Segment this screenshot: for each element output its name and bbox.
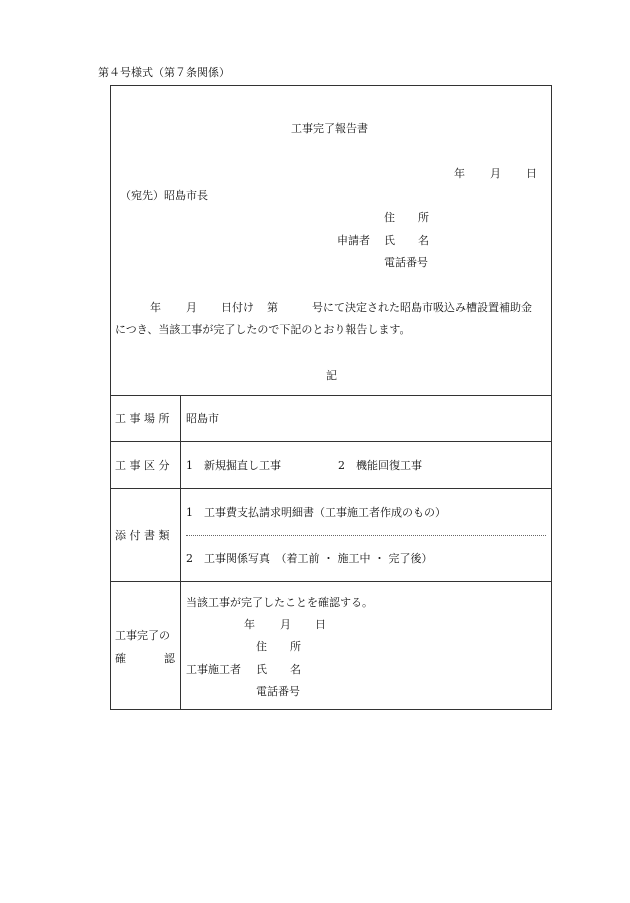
attachment-item-1: 1 工事費支払請求明細書（工事施工者作成のもの） <box>186 506 446 519</box>
body-year: 年 <box>150 301 161 314</box>
body-line1: 号にて決定された昭島市吸込み槽設置補助金 <box>312 301 532 314</box>
body-number-prefix: 第 <box>267 301 278 314</box>
confirm-year: 年 <box>244 618 255 631</box>
contractor-address-a: 住 <box>256 640 267 653</box>
ki-heading: 記 <box>326 369 337 382</box>
body-line2: につき、当該工事が完了したので下記のとおり報告します。 <box>115 323 411 336</box>
applicant-address-b: 所 <box>418 211 429 224</box>
location-value: 昭島市 <box>186 412 219 425</box>
contractor-address-b: 所 <box>290 640 301 653</box>
body-day: 日付け <box>221 301 254 314</box>
body-month: 月 <box>186 301 197 314</box>
confirm-label-line1: 工事完了の <box>115 629 170 642</box>
form-number-label: 第４号様式（第７条関係） <box>98 66 230 79</box>
applicant-phone: 電話番号 <box>384 256 428 269</box>
contractor-label: 工事施工者 <box>186 663 241 676</box>
attachment-item-2: 2 工事関係写真 （着工前 ・ 施工中 ・ 完了後） <box>186 552 433 565</box>
applicant-address-a: 住 <box>384 211 395 224</box>
contractor-name-a: 氏 <box>256 663 267 676</box>
date-year: 年 <box>454 167 465 180</box>
addressee: （宛先）昭島市長 <box>120 189 208 202</box>
applicant-name-a: 氏 <box>384 234 395 247</box>
contractor-name-b: 名 <box>290 663 301 676</box>
divider <box>110 395 552 396</box>
date-month: 月 <box>490 167 501 180</box>
dotted-divider <box>186 535 546 536</box>
category-option-1: 1 新規掘直し工事 <box>186 459 281 472</box>
divider <box>110 441 552 442</box>
divider <box>110 488 552 489</box>
location-label: 工 事 場 所 <box>115 412 170 425</box>
divider <box>110 581 552 582</box>
document-title: 工事完了報告書 <box>291 122 368 135</box>
confirm-label-line2-b: 認 <box>164 652 175 665</box>
applicant-name-b: 名 <box>418 234 429 247</box>
applicant-label: 申請者 <box>337 234 370 247</box>
attachments-label: 添 付 書 類 <box>115 529 170 542</box>
confirm-label-line2-a: 確 <box>115 652 126 665</box>
category-label: 工 事 区 分 <box>115 459 170 472</box>
form-frame <box>110 85 552 710</box>
contractor-phone: 電話番号 <box>256 685 300 698</box>
category-option-2: 2 機能回復工事 <box>338 459 422 472</box>
date-day: 日 <box>526 167 537 180</box>
confirm-month: 月 <box>280 618 291 631</box>
confirm-statement: 当該工事が完了したことを確認する。 <box>186 596 373 609</box>
confirm-day: 日 <box>315 618 326 631</box>
column-divider <box>180 395 181 710</box>
